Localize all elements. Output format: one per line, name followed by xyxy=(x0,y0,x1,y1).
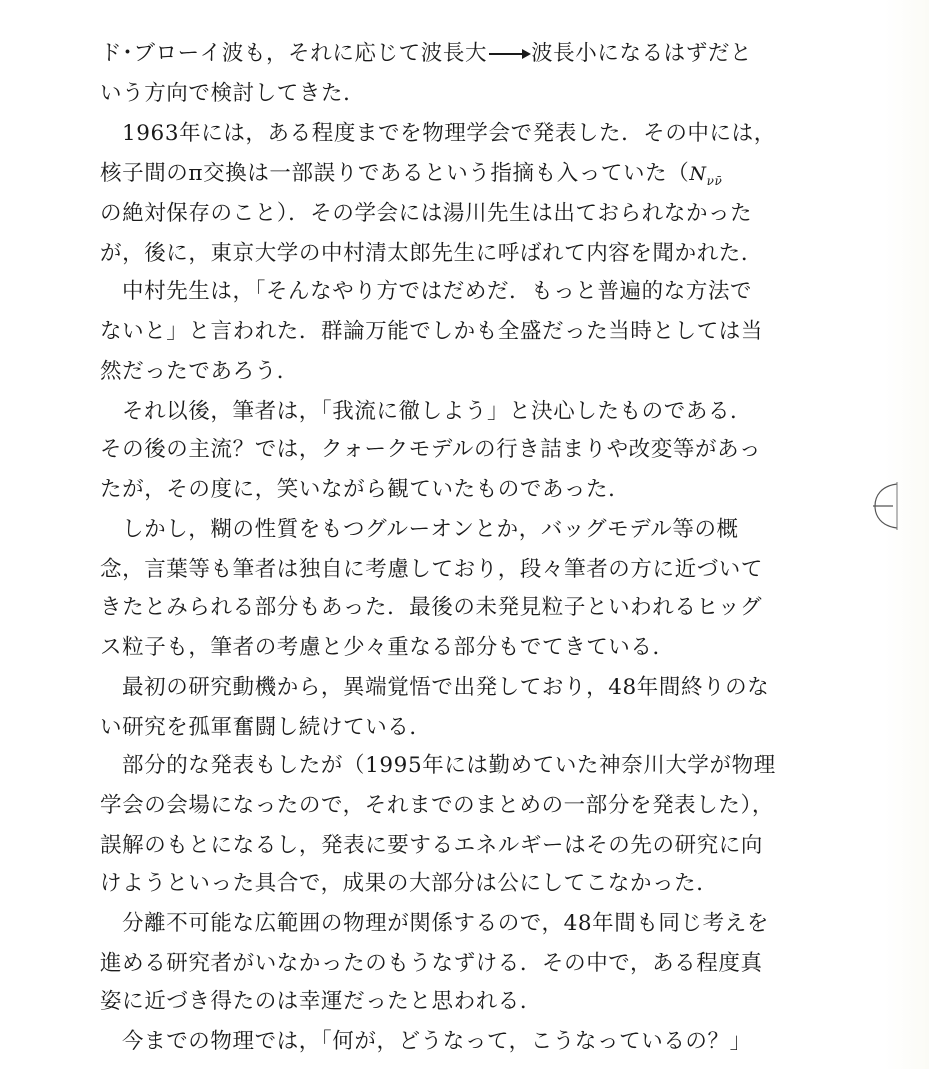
text-line: の絶対保存のこと）．その学会には湯川先生は出ておられなかった xyxy=(100,201,753,226)
binding-mark-icon xyxy=(873,482,903,530)
text-line: い研究を孤軍奮闘し続けている． xyxy=(100,715,432,740)
paragraph-first-line: 今までの物理では，「何が，どうなって，こうなっているの？」 xyxy=(122,1029,752,1054)
right-arrow-icon xyxy=(489,53,529,55)
text-line-part: 核子間のπ交換は一部誤りであるという指摘も入っていた（ xyxy=(100,161,690,186)
text-line-part: ド･ブローイ波も，それに応じて波長大 xyxy=(100,41,488,66)
paragraph-first-line: 1963年には，ある程度までを物理学会で発表した．その中には， xyxy=(122,121,776,146)
symbol-n-nu xyxy=(689,163,723,188)
text-line: ないと」と言われた．群論万能でしかも全盛だった当時としては当 xyxy=(100,319,764,344)
paragraph-first-line: 最初の研究動機から，異端覚悟で出発しており，48年間終りのな xyxy=(122,675,770,700)
text-line: いう方向で検討してきた． xyxy=(100,81,366,106)
text-line xyxy=(100,36,752,72)
text-line: 然だったであろう． xyxy=(100,359,299,384)
text-line-part: 波長小になるはずだと xyxy=(531,41,753,66)
paragraph-first-line: 中村先生は，「そんなやり方ではだめだ．もっと普遍的な方法で xyxy=(122,279,753,304)
paragraph-first-line: それ以後，筆者は，「我流に徹しよう」と決心したものである． xyxy=(122,399,753,424)
page-edge-shadow xyxy=(884,0,929,1069)
symbol-base: N xyxy=(689,163,707,185)
text-line: けようといった具合で，成果の大部分は公にしてこなかった． xyxy=(100,871,719,896)
text-line: 姿に近づき得たのは幸運だったと思われる． xyxy=(100,989,543,1014)
text-line: 誤解のもとになるし，発表に要するエネルギーはその先の研究に向 xyxy=(100,833,764,858)
paragraph-first-line: 分離不可能な広範囲の物理が関係するので，48年間も同じ考えを xyxy=(122,911,769,936)
symbol-subscript: νν̄ xyxy=(706,173,723,188)
paragraph-first-line: 部分的な発表もしたが（1995年には勤めていた神奈川大学が物理 xyxy=(122,753,776,778)
text-line: 念，言葉等も筆者は独自に考慮しており，段々筆者の方に近づいて xyxy=(100,557,764,582)
text-line: その後の主流？では，クォークモデルの行き詰まりや改変等があっ xyxy=(100,437,762,462)
text-line: が，後に，東京大学の中村清太郎先生に呼ばれて内容を聞かれた． xyxy=(100,241,764,266)
text-line: 学会の会場になったので，それまでのまとめの一部分を発表した）， xyxy=(100,793,774,818)
text-line: たが，その度に，笑いながら観ていたものであった． xyxy=(100,477,631,502)
text-line: きたとみられる部分もあった．最後の未発見粒子といわれるヒッグ xyxy=(100,595,763,620)
text-line: ス粒子も，筆者の考慮と少々重なる部分もでてきている． xyxy=(100,635,675,660)
paragraph-first-line: しかし，糊の性質をもつグルーオンとか，バッグモデル等の概 xyxy=(122,517,739,542)
text-line xyxy=(100,156,722,192)
text-line: 進める研究者がいなかったのもうなずける．その中で，ある程度真 xyxy=(100,951,763,976)
